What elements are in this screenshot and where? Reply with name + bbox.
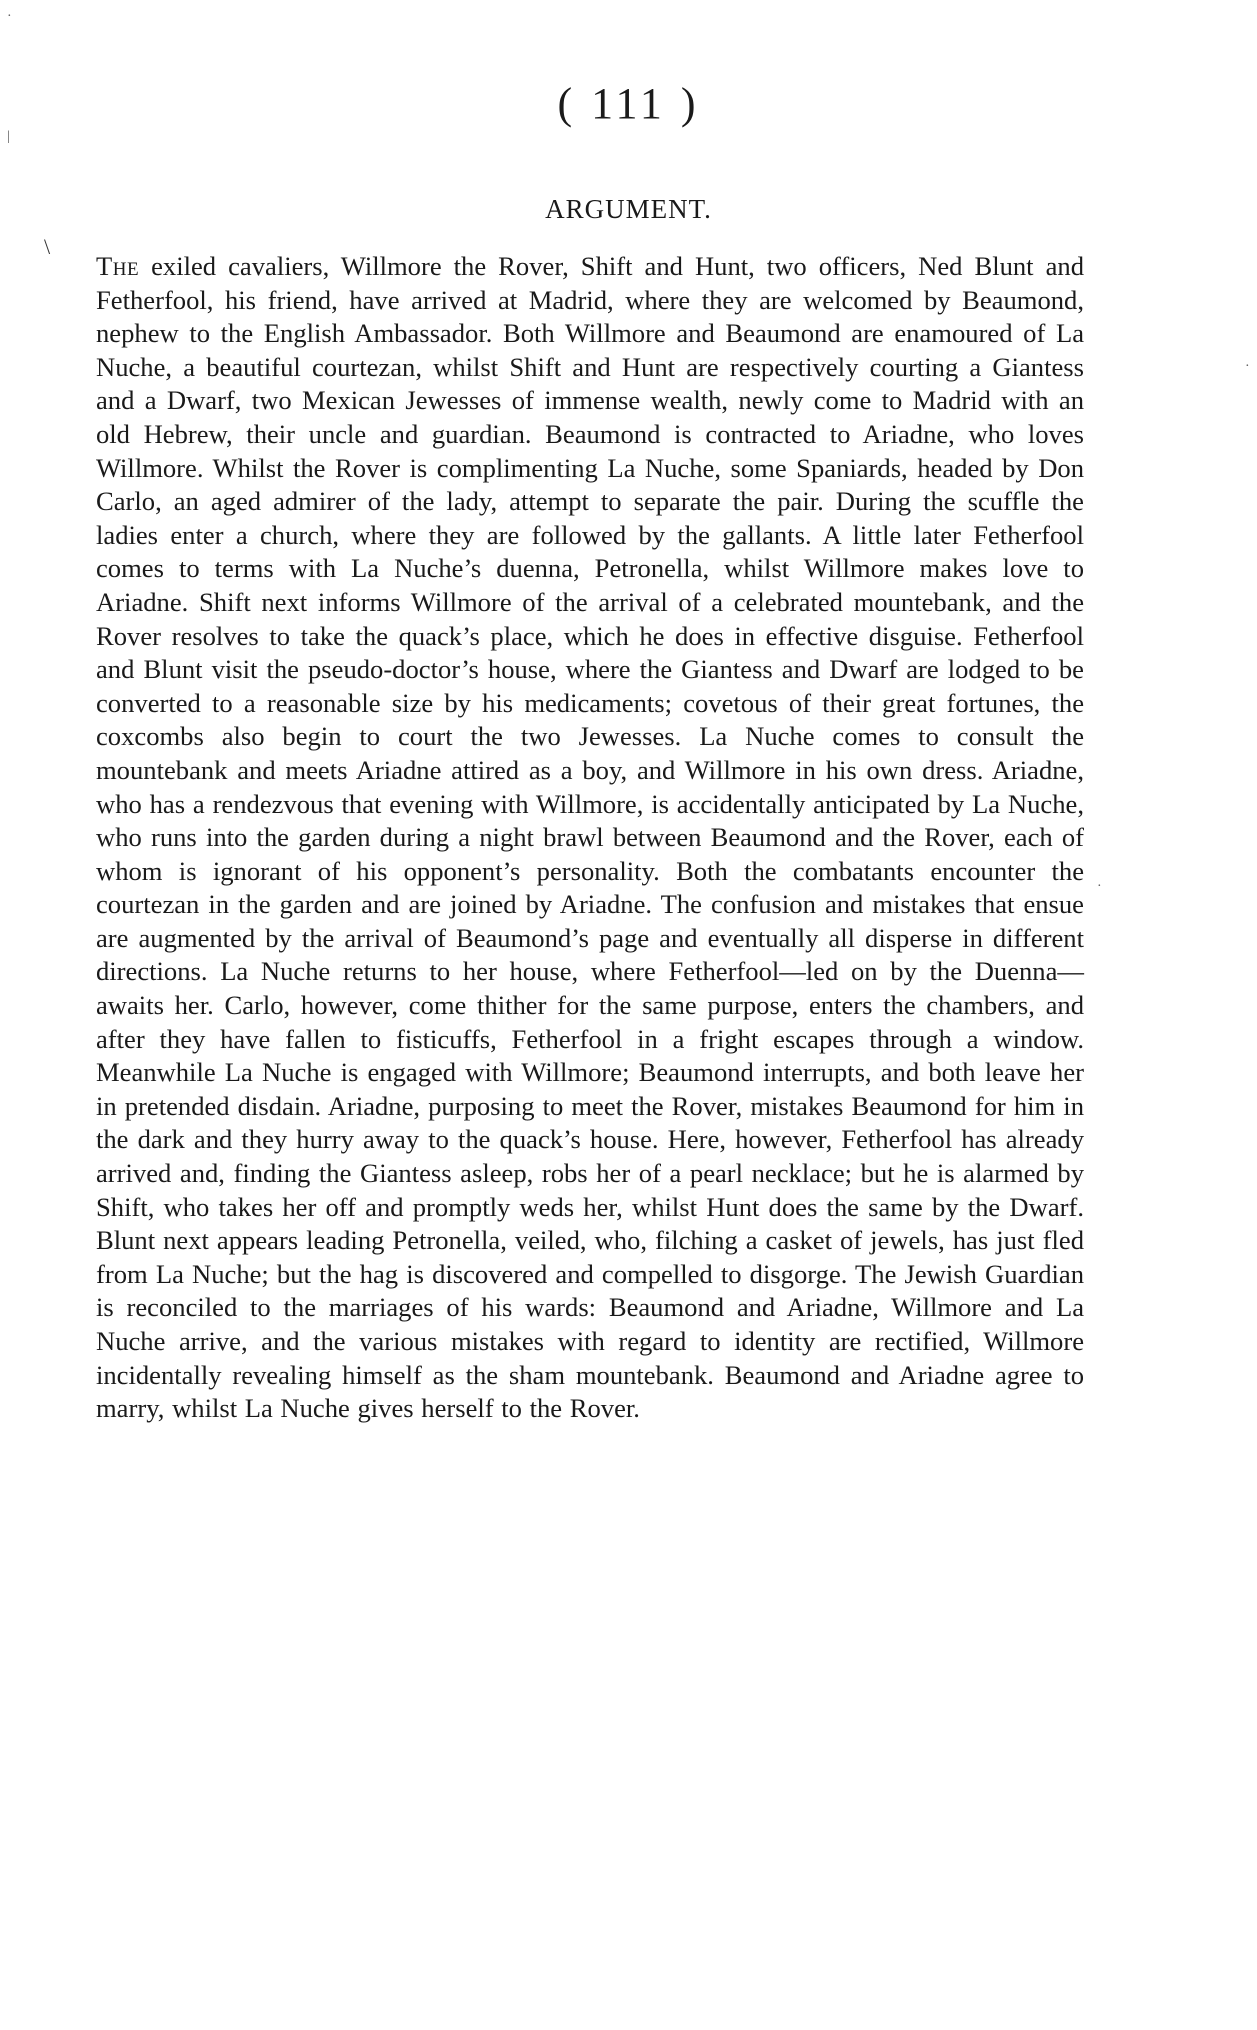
argument-paragraph bbox=[96, 250, 1084, 1426]
scan-speck: · bbox=[1245, 359, 1250, 374]
scan-speck: | bbox=[7, 129, 10, 144]
argument-text: exiled cavaliers, Willmore the Rover, Shift and Hunt, two officers, Ned Blunt and Fetherfool, his friend, have arrived at Madrid, where they are welcomed by Beaumond, nephew to the English Ambassador. Both Willmore and Beaumond are enamoured of La Nuche, a beautiful courtezan, whilst Shift and Hunt are respectively courting a Giantess and a Dwarf, two Mexican Jewesses of immense wealth, newly come to Madrid with an old Hebrew, their uncle and guardian. Beaumond is contracted to Ariadne, who loves Willmore. Whilst the Rover is complimenting La Nuche, some Spaniards, headed by Don Carlo, an aged admirer of the lady, attempt to separate the pair. During the scuffle the ladies enter a church, where they are followed by the gallants. A little later Fetherfool comes to terms with La Nuche’s duenna, Petronella, whilst Willmore makes love to Ariadne. Shift next informs Willmore of the arrival of a celebrated mountebank, and the Rover resolves to take the quack’s place, which he does in effective disguise. Fetherfool and Blunt visit the pseudo-doctor’s house, where the Giantess and Dwarf are lodged to be converted to a reasonable size by his medicaments; covetous of their great fortunes, the coxcombs also begin to court the two Jewesses. La Nuche comes to consult the mountebank and meets Ariadne attired as a boy, and Willmore in his own dress. Ariadne, who has a rendezvous that evening with Willmore, is accidentally anticipated by La Nuche, who runs into the garden during a night brawl between Beaumond and the Rover, each of whom is ignorant of his opponent’s personality. Both the combatants encounter the courtezan in the garden and are joined by Ariadne. The confusion and mistakes that ensue are augmented by the arrival of Beaumond’s page and eventually all disperse in different directions. La Nuche returns to her house, where Fetherfool—led on by the Duenna—awaits her. Carlo, however, come thither for the same purpose, enters the chambers, and after they have fallen to fisticuffs, Fetherfool in a fright escapes through a window. Meanwhile La Nuche is engaged with Willmore; Beaumond interrupts, and both leave her in pretended disdain. Ariadne, purposing to meet the Rover, mistakes Beaumond for him in the dark and they hurry away to the quack’s house. Here, however, Fetherfool has already arrived and, finding the Giantess asleep, robs her of a pearl necklace; but he is alarmed by Shift, who takes her off and promptly weds her, whilst Hunt does the same by the Dwarf. Blunt next appears leading Petronella, veiled, who, filching a casket of jewels, has just fled from La Nuche; but the hag is discovered and compelled to disgorge. The Jewish Guardian is reconciled to the marriages of his wards: Beaumond and Ariadne, Willmore and La Nuche arrive, and the various mistakes with regard to identity are rectified, Willmore incidentally revealing himself as the sham mountebank. Beaumond and Ariadne agree to marry, whilst La Nuche gives herself to the Rover. bbox=[96, 251, 1084, 1424]
scan-speck: · bbox=[7, 9, 12, 24]
page-number: ( 111 ) bbox=[557, 79, 700, 128]
scan-speck: · bbox=[1097, 879, 1102, 894]
scan-speck: \ bbox=[44, 234, 51, 259]
first-word: The bbox=[96, 251, 140, 281]
section-heading: ARGUMENT. bbox=[545, 194, 712, 224]
